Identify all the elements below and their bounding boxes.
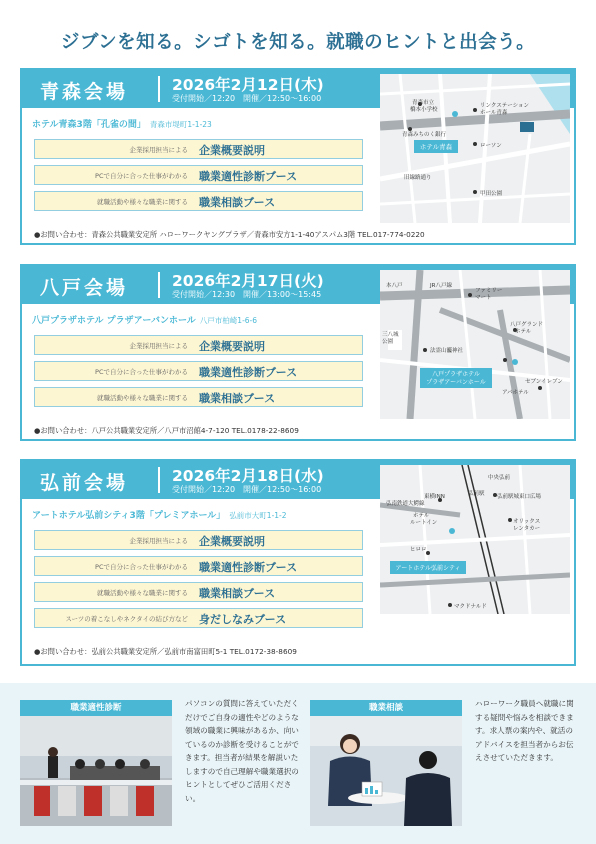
booth-caption: 企業採用担当による: [129, 146, 188, 154]
map-graphic: [380, 465, 570, 614]
map-aomori[interactable]: [380, 74, 570, 223]
hotel-address: 青森市堤町1-1-23: [149, 120, 212, 129]
svg-text:旧線路通り: 旧線路通り: [404, 175, 432, 181]
svg-text:ホテル: ホテル: [413, 513, 430, 519]
booth-title: 職業相談ブース: [199, 392, 276, 405]
photo-illustration: [20, 716, 172, 826]
svg-text:八戸グランド: 八戸グランド: [510, 322, 544, 328]
map-hotel-tag: ホテル青森: [419, 143, 453, 151]
svg-text:弘南鉄道大鰐線: 弘南鉄道大鰐線: [386, 501, 425, 507]
booth-title: 職業適性診断ブース: [199, 170, 298, 183]
svg-text:ファミリー: ファミリー: [475, 288, 503, 294]
booth-caption: 就職活動や様々な職業に関する: [97, 198, 188, 206]
svg-text:橋本小学校: 橋本小学校: [410, 107, 438, 113]
booth-title: 企業概要説明: [199, 535, 265, 548]
venue-hirosaki: [20, 459, 576, 666]
divider: [158, 76, 160, 102]
svg-text:三八城: 三八城: [382, 332, 399, 338]
booth-title: 職業適性診断ブース: [199, 366, 298, 379]
booth-aptitude: [34, 165, 363, 185]
hotel-address: 弘前市大町1-1-2: [229, 511, 287, 520]
venue-time: 受付開始／12:30 開催／13:00〜15:45: [172, 290, 322, 299]
svg-text:弘前駅: 弘前駅: [468, 491, 485, 497]
contact-info: ●お問い合わせ：八戸公共職業安定所／八戸市沼館4-7-120 TEL.0178-22-8609: [34, 426, 299, 435]
svg-text:東横INN: 東横INN: [424, 494, 445, 500]
hotel-address: 八戸市柏崎1-6-6: [199, 316, 258, 325]
booth-caption: PCで自分に合った仕事がわかる: [95, 172, 188, 180]
booth-aptitude: [34, 556, 363, 576]
svg-text:リンクステーション: リンクステーション: [480, 103, 530, 109]
map-graphic: [380, 74, 570, 223]
venue-time: 受付開始／12:20 開催／12:50〜16:00: [172, 485, 322, 494]
svg-text:青森みちのく銀行: 青森みちのく銀行: [402, 132, 447, 138]
venue-aomori: [20, 68, 576, 245]
consult-text: ハローワーク職員へ就職に関する疑問や悩みを相談できます。求人票の案内や、就活のアドバイスを担当者からお伝えさせていただきます。: [475, 699, 574, 762]
map-hotel-tag: アートホテル弘前シティ: [395, 565, 461, 572]
map-hirosaki[interactable]: [380, 465, 570, 614]
map-hotel-tag: 八戸プラザホテル: [432, 371, 480, 378]
booth-caption: PCで自分に合った仕事がわかる: [95, 563, 188, 571]
svg-text:青森市立: 青森市立: [412, 100, 435, 106]
svg-text:プラザアーバンホール: プラザアーバンホール: [426, 379, 486, 386]
contact-info: ●お問い合わせ：青森公共職業安定所 ハローワークヤングプラザ／青森市安方1-1-40アスパム3階 TEL.017-774-0220: [34, 230, 425, 239]
booth-company: [34, 530, 363, 550]
booth-grooming: [34, 608, 363, 628]
diagnosis-photo: [20, 716, 172, 826]
hotel-name: [32, 508, 287, 521]
svg-text:公園: 公園: [382, 339, 394, 345]
hotel-label: アートホテル弘前シティ3階「プレミアホール」: [32, 511, 226, 521]
svg-text:ローソン: ローソン: [480, 143, 502, 149]
bottom-info: [0, 683, 596, 844]
booth-caption: 就職活動や様々な職業に関する: [97, 589, 188, 597]
booth-consult: [34, 191, 363, 211]
svg-text:本八戸: 本八戸: [386, 283, 403, 289]
booth-title: 企業概要説明: [199, 340, 265, 353]
hotel-label: ホテル青森3階「孔雀の間」: [32, 120, 146, 130]
venue-time: 受付開始／12:20 開催／12:50〜16:00: [172, 94, 322, 103]
svg-text:マート: マート: [475, 295, 492, 301]
divider: [158, 272, 160, 298]
booth-caption: 企業採用担当による: [129, 537, 188, 545]
venue-name: 八戸会場: [40, 277, 129, 299]
booth-caption: スーツの着こなしやネクタイの結び方など: [65, 615, 188, 623]
svg-text:レンタカー: レンタカー: [513, 526, 541, 532]
booth-title: 職業相談ブース: [199, 196, 276, 209]
booth-company: [34, 335, 363, 355]
svg-text:ホール青森: ホール青森: [480, 110, 508, 116]
venue-date: 2026年2月18日(水): [172, 467, 324, 485]
svg-text:セブンイレブン: セブンイレブン: [525, 379, 563, 385]
divider: [158, 467, 160, 493]
diagnosis-text: パソコンの質問に答えていただくだけでご自身の適性やどのような領域の職業に興味があるか、向いているのか診断を受けることができます。担当者が結果を解説いたしますので自己理解や職業選択のヒントとしてぜひご活用ください。: [185, 699, 299, 803]
svg-text:マクドナルド: マクドナルド: [454, 604, 487, 610]
booth-title: 企業概要説明: [199, 144, 265, 157]
contact-info: ●お問い合わせ：弘前公共職業安定所／弘前市南富田町5-1 TEL.0172-38-8609: [34, 647, 297, 656]
venue-date: 2026年2月17日(火): [172, 272, 324, 290]
consult-title: 職業相談: [310, 700, 462, 716]
booth-aptitude: [34, 361, 363, 381]
svg-text:ルートイン: ルートイン: [410, 520, 438, 526]
svg-text:中央弘前: 中央弘前: [488, 475, 511, 481]
svg-text:JR八戸線: JR八戸線: [430, 283, 452, 289]
svg-text:甲田公園: 甲田公園: [480, 191, 503, 197]
page-headline: ジブンを知る。シゴトを知る。就職のヒントと出会う。: [60, 32, 536, 53]
svg-text:法霊山龗神社: 法霊山龗神社: [430, 348, 464, 354]
svg-text:ヒロロ: ヒロロ: [410, 547, 427, 553]
svg-text:ホテル: ホテル: [515, 329, 532, 335]
booth-company: [34, 139, 363, 159]
venue-name: 青森会場: [40, 81, 129, 103]
booth-title: 職業適性診断ブース: [199, 561, 298, 574]
hotel-name: [32, 117, 212, 130]
booth-caption: 就職活動や様々な職業に関する: [97, 394, 188, 402]
map-graphic: [380, 270, 570, 419]
booth-title: 職業相談ブース: [199, 587, 276, 600]
hotel-name: [32, 313, 257, 326]
venue-date: 2026年2月12日(木): [172, 76, 324, 94]
photo-illustration: [310, 716, 462, 826]
booth-consult: [34, 387, 363, 407]
booth-caption: 企業採用担当による: [129, 342, 188, 350]
booth-title: 身だしなみブース: [199, 613, 287, 626]
map-hachinohe[interactable]: [380, 270, 570, 419]
diagnosis-title: 職業適性診断: [20, 700, 172, 716]
svg-text:オリックス: オリックス: [513, 519, 541, 525]
consult-photo: [310, 716, 462, 826]
hotel-label: 八戸プラザホテル プラザアーバンホール: [32, 316, 196, 326]
svg-text:弘前駅城東口広場: 弘前駅城東口広場: [497, 494, 542, 500]
booth-caption: PCで自分に合った仕事がわかる: [95, 368, 188, 376]
booth-consult: [34, 582, 363, 602]
venue-name: 弘前会場: [40, 472, 129, 494]
venue-hachinohe: [20, 264, 576, 441]
svg-text:アパホテル: アパホテル: [502, 390, 529, 396]
